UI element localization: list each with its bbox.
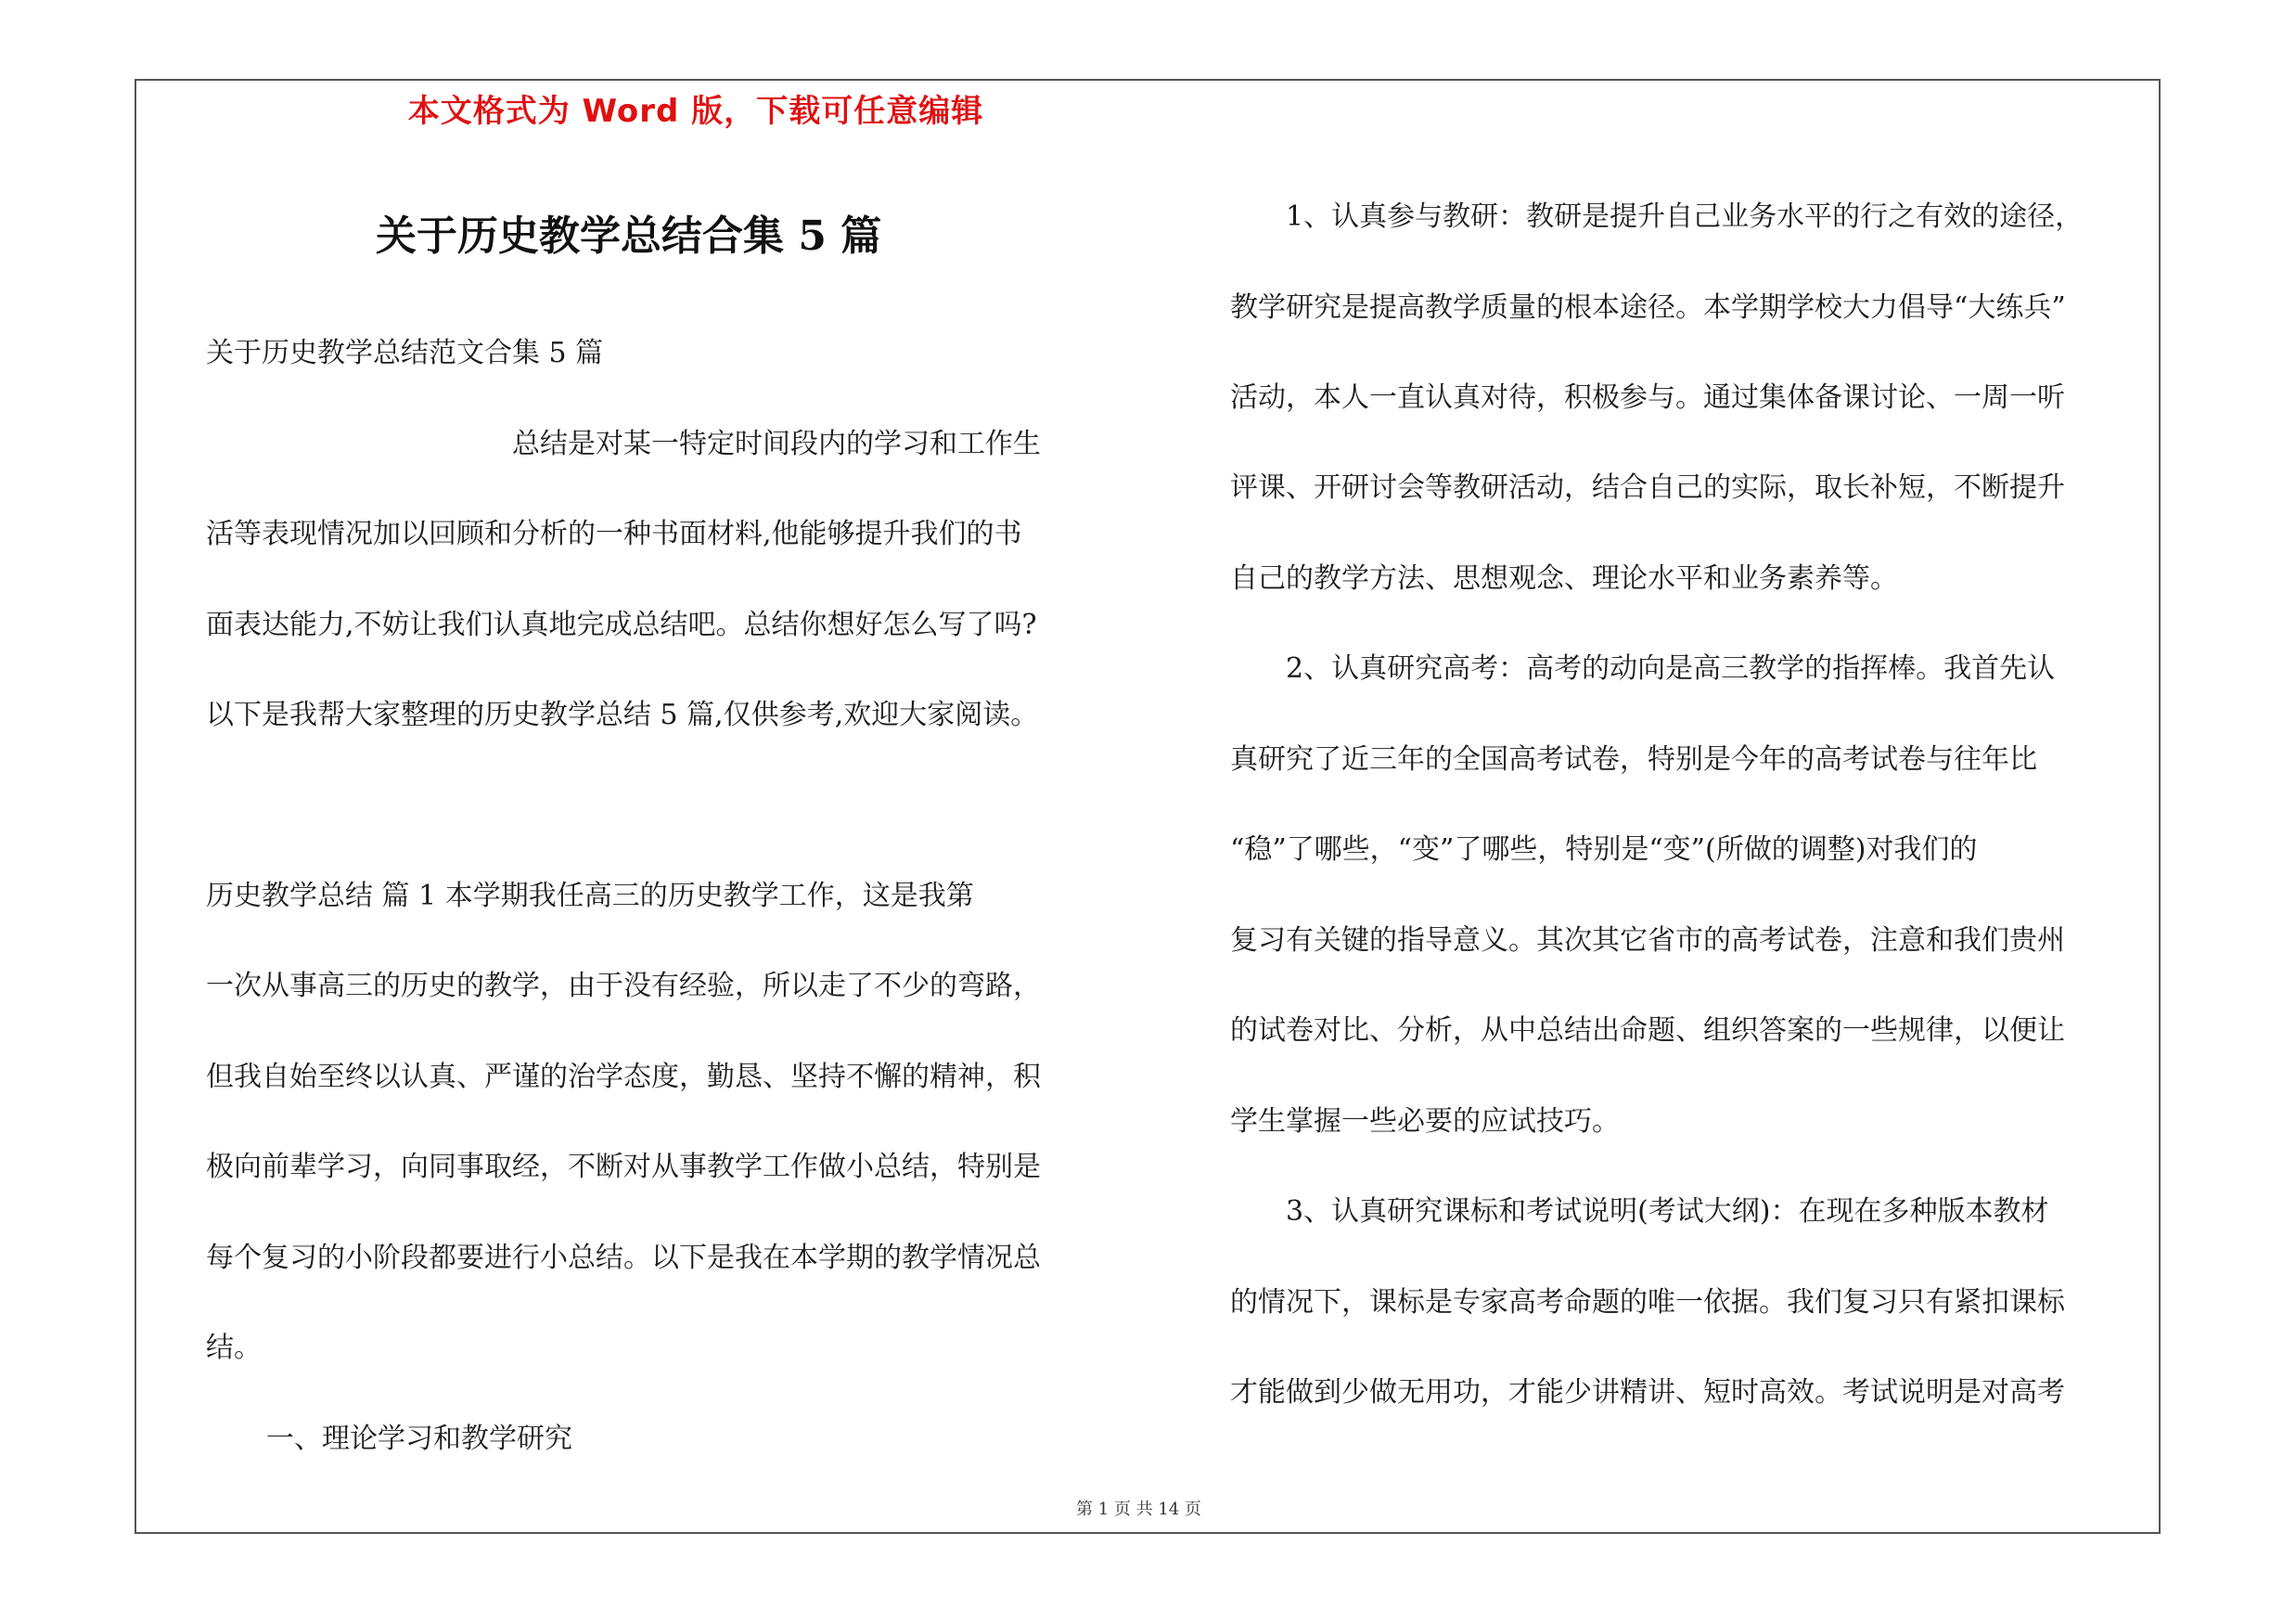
- body-text-line: 的试卷对比、分析，从中总结出命题、组织答案的一些规律，以便让: [1230, 1014, 2065, 1047]
- body-text-line: 真研究了近三年的全国高考试卷，特别是今年的高考试卷与往年比: [1230, 743, 2037, 776]
- body-text-line: 以下是我帮大家整理的历史教学总结 5 篇,仅供参考,欢迎大家阅读。: [206, 699, 1039, 731]
- body-text-line: 结。: [206, 1332, 262, 1364]
- body-text-line: 总结是对某一特定时间段内的学习和工作生: [512, 428, 1041, 460]
- body-text-line: 活动，本人一直认真对待，积极参与。通过集体备课讨论、一周一听: [1230, 381, 2065, 414]
- body-text-line: 教学研究是提高教学质量的根本途径。本学期学校大力倡导“大练兵”: [1230, 291, 2066, 324]
- body-text-line: 历史教学总结 篇 1 本学期我任高三的历史教学工作，这是我第: [206, 880, 974, 912]
- body-text-line: 评课、开研讨会等教研活动，结合自己的实际，取长补短，不断提升: [1230, 471, 2065, 504]
- body-text-line: 才能做到少做无用功，才能少讲精讲、短时高效。考试说明是对高考: [1230, 1376, 2065, 1409]
- body-text-line: 但我自始至终以认真、严谨的治学态度，勤恳、坚持不懈的精神，积: [206, 1061, 1041, 1093]
- body-text-line: 2、认真研究高考：高考的动向是高三教学的指挥棒。我首先认: [1286, 652, 2056, 685]
- body-text-line: “稳”了哪些，“变”了哪些，特别是“变”(所做的调整)对我们的: [1230, 833, 1978, 866]
- body-text-line: 关于历史教学总结范文合集 5 篇: [206, 337, 604, 369]
- body-text-line: 1、认真参与教研：教研是提升自己业务水平的行之有效的途径，: [1286, 200, 2084, 233]
- document-title: 关于历史教学总结合集 5 篇: [376, 213, 882, 260]
- body-text-line: 一、理论学习和教学研究: [266, 1423, 572, 1455]
- body-text-line: 3、认真研究课标和考试说明(考试大纲)：在现在多种版本教材: [1286, 1195, 2049, 1228]
- body-text-line: 极向前辈学习，向同事取经，不断对从事教学工作做小总结，特别是: [206, 1151, 1041, 1183]
- body-text-line: 学生掌握一些必要的应试技巧。: [1230, 1105, 1620, 1138]
- body-text-line: 的情况下，课标是专家高考命题的唯一依据。我们复习只有紧扣课标: [1230, 1286, 2065, 1319]
- body-text-line: 复习有关键的指导意义。其次其它省市的高考试卷，注意和我们贵州: [1230, 924, 2065, 957]
- page-number: 第 1 页 共 14 页: [1076, 1500, 1201, 1519]
- format-banner: 本文格式为 Word 版，下载可任意编辑: [407, 93, 984, 130]
- body-text-line: 活等表现情况加以回顾和分析的一种书面材料,他能够提升我们的书: [206, 518, 1022, 550]
- body-text-line: 一次从事高三的历史的教学，由于没有经验，所以走了不少的弯路，: [206, 970, 1041, 1002]
- body-text-line: 自己的教学方法、思想观念、理论水平和业务素养等。: [1230, 562, 1898, 595]
- body-text-line: 每个复习的小阶段都要进行小总结。以下是我在本学期的教学情况总: [206, 1242, 1041, 1274]
- body-text-line: 面表达能力,不妨让我们认真地完成总结吧。总结你想好怎么写了吗?: [206, 609, 1037, 641]
